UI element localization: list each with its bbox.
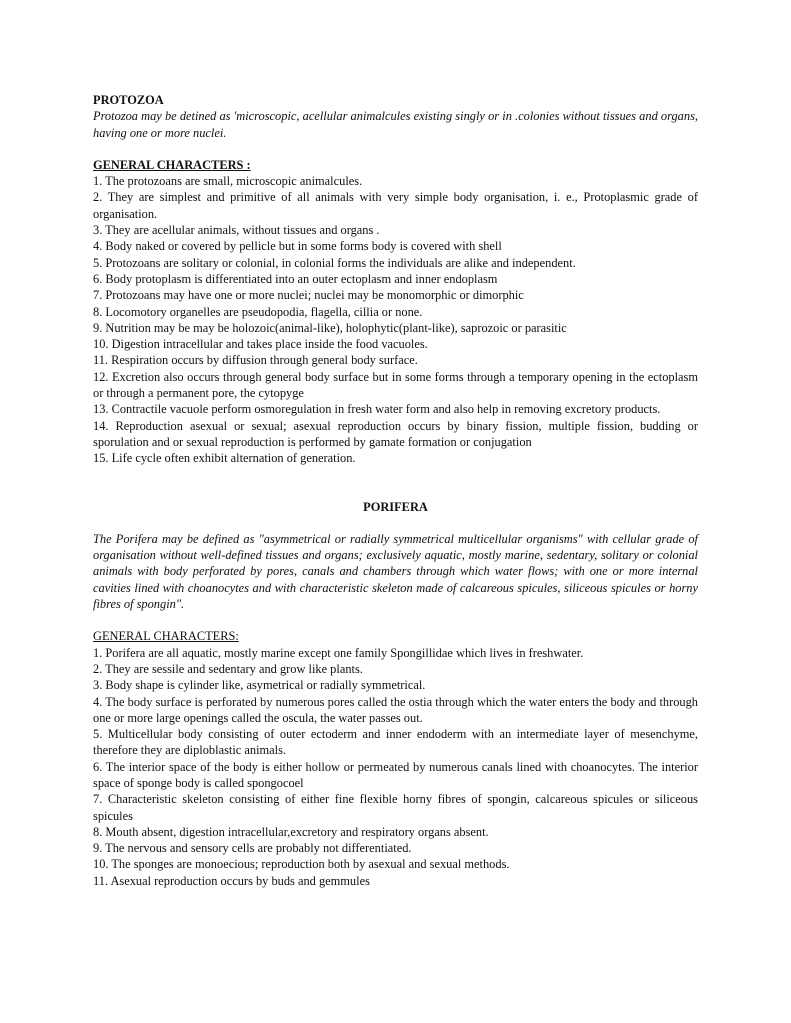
list-item: 9. The nervous and sensory cells are probably not differentiated. <box>93 841 412 856</box>
list-item: 11. Respiration occurs by diffusion through general body surface. <box>93 353 418 368</box>
list-item: 7. Protozoans may have one or more nuclei; nuclei may be monomorphic or dimorphic <box>93 288 524 303</box>
spacer <box>93 515 698 531</box>
protozoa-section <box>93 92 698 467</box>
protozoa-characters-heading: GENERAL CHARACTERS : <box>93 157 251 172</box>
document-page <box>93 92 698 889</box>
list-item: 4. The body surface is perforated by numerous pores called the ostia through which the water enters the body and through one or more large openings called the oscula, the water passes out. <box>93 694 698 725</box>
list-item: 8. Mouth absent, digestion intracellular,excretory and respiratory organs absent. <box>93 824 489 839</box>
list-item: 1. Porifera are all aquatic, mostly marine except one family Spongillidae which lives in freshwater. <box>93 645 584 660</box>
list-item: 5. Protozoans are solitary or colonial, in colonial forms the individuals are alike and independent. <box>93 255 576 270</box>
list-item: 13. Contractile vacuole perform osmoregulation in fresh water form and also help in removing excretory products. <box>93 402 661 417</box>
list-item: 6. Body protoplasm is differentiated into an outer ectoplasm and inner endoplasm <box>93 271 498 286</box>
list-item: 15. Life cycle often exhibit alternation of generation. <box>93 451 356 466</box>
list-item: 3. They are acellular animals, without tissues and organs . <box>93 223 380 238</box>
protozoa-title: PROTOZOA <box>93 93 164 107</box>
list-item: 12. Excretion also occurs through general body surface but in some forms through a temporary opening in the ectoplasm or through a permanent pore, the cytopyge <box>93 369 698 401</box>
list-item: 5. Multicellular body consisting of outer ectoderm and inner endoderm with an intermediate layer of mesenchyme, therefore they are diploblastic animals. <box>93 727 698 758</box>
list-item: 2. They are simplest and primitive of all animals with very simple body organisation, i. e., Protoplasmic grade of organisation. <box>93 190 698 221</box>
porifera-section <box>93 499 698 890</box>
list-item: 9. Nutrition may be may be holozoic(animal-like), holophytic(plant-like), saprozoic or parasitic <box>93 320 567 335</box>
list-item: 14. Reproduction asexual or sexual; asexual reproduction occurs by binary fission, multiple fission, budding or sporulation and or sexual reproduction is performed by gamate formation or conjugation <box>93 418 698 449</box>
porifera-characters-list <box>93 645 698 889</box>
list-item: 11. Asexual reproduction occurs by buds and gemmules <box>93 873 370 888</box>
list-item: 3. Body shape is cylinder like, asymetrical or radially symmetrical. <box>93 678 426 693</box>
list-item: 8. Locomotory organelles are pseudopodia, flagella, cillia or none. <box>93 304 423 319</box>
spacer <box>93 141 698 157</box>
protozoa-characters-list <box>93 173 698 466</box>
list-item: 10. Digestion intracellular and takes place inside the food vacuoles. <box>93 337 428 352</box>
protozoa-definition: Protozoa may be detined as 'microscopic, acellular animalcules existing singly or in .colonies without tissues and organs, having one or more nuclei. <box>93 109 698 140</box>
porifera-title: PORIFERA <box>363 499 428 514</box>
list-item: 2. They are sessile and sedentary and grow like plants. <box>93 661 363 676</box>
porifera-definition: The Porifera may be defined as "asymmetrical or radially symmetrical multicellular organisms" with cellular grade of organisation without well-defined tissues and organs; exclusively aquatic, mostly marine, sedentary, solitary or colonial animals with body perforated by pores, canals and chambers through which water flows; with one or more internal cavities lined with choanocytes and with characteristic skeleton made of calcareous spicules, siliceous spicules or horny fibres of spongin". <box>93 531 698 612</box>
spacer <box>93 612 698 628</box>
porifera-characters-heading: GENERAL CHARACTERS: <box>93 629 239 644</box>
list-item: 1. The protozoans are small, microscopic animalcules. <box>93 174 363 189</box>
spacer <box>93 467 698 499</box>
list-item: 7. Characteristic skeleton consisting of either fine flexible horny fibres of spongin, calcareous spicules or siliceous spicules <box>93 792 698 823</box>
list-item: 10. The sponges are monoecious; reproduction both by asexual and sexual methods. <box>93 857 510 872</box>
list-item: 4. Body naked or covered by pellicle but in some forms body is covered with shell <box>93 239 502 254</box>
list-item: 6. The interior space of the body is either hollow or permeated by numerous canals lined with choanocytes. The interior space of sponge body is called spongocoel <box>93 759 698 790</box>
